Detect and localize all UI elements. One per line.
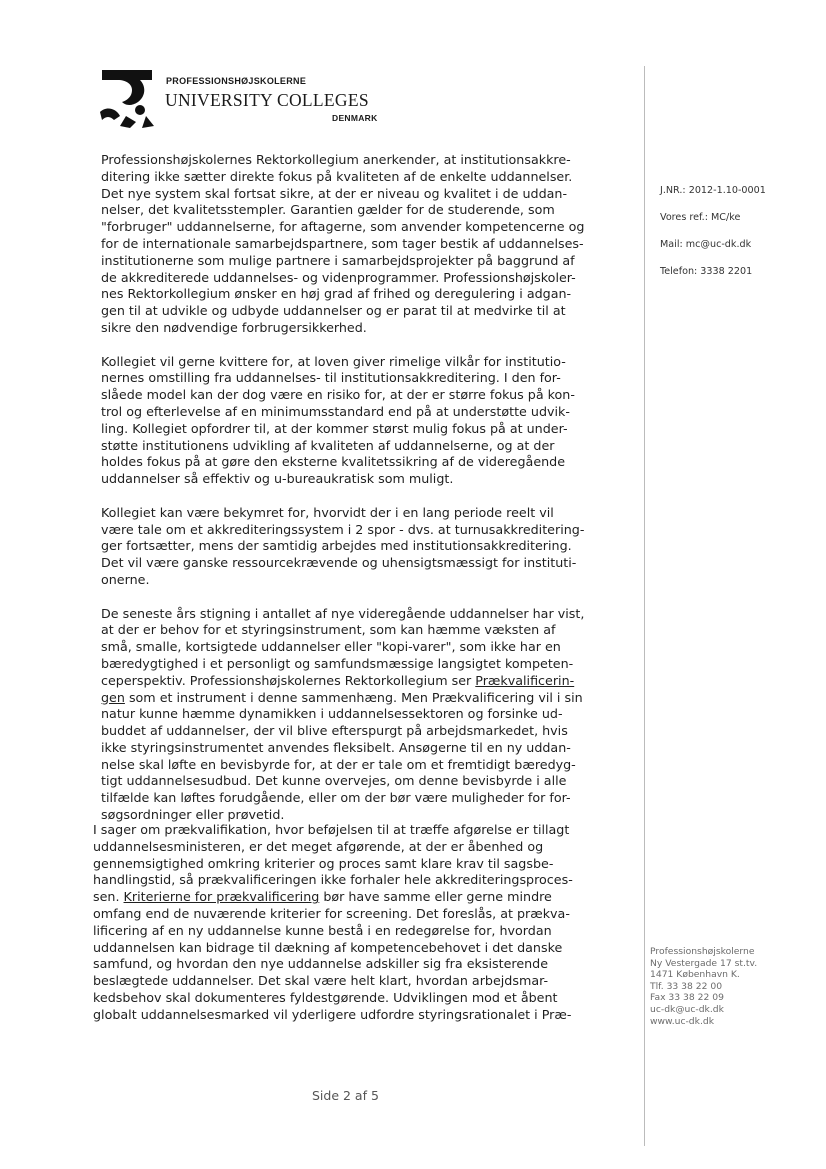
underlined-term: gen — [101, 689, 125, 705]
text-line: globalt uddannelsesmarked vil yderligere udfordre styringsrationalet i Præ- — [93, 1006, 572, 1022]
paragraph-4 — [101, 606, 584, 824]
text-line: onerne. — [101, 571, 150, 587]
address-stamp — [650, 946, 757, 1027]
text-line: nernes omstilling fra uddannelses- til institutionsakkreditering. I den for- — [101, 370, 561, 386]
text-line: at der er behov for et styringsinstrument, som kan hæmme væksten af — [101, 622, 556, 638]
text-line: ditering ikke sætter direkte fokus på kvaliteten af de enkelte uddannelser. — [101, 168, 573, 184]
text-line: gen som et instrument i denne sammenhæng. Men Prækvalificering vil i sin — [101, 689, 583, 705]
text-line: kedsbehov skal dokumenteres fyldestgørende. Udviklingen mod et åbent — [93, 989, 558, 1005]
logo-text-line3: DENMARK — [332, 113, 378, 123]
text-line: trol og efterlevelse af en minimumsstandard end på at understøtte udvik- — [101, 403, 570, 419]
text-line: institutionerne som mulige partnere i samarbejdsprojekter på baggrund af — [101, 252, 575, 268]
text-line: I sager om prækvalifikation, hvor beføjelsen til at træffe afgørelse er tillagt — [93, 822, 570, 837]
underlined-term: Kriterierne for prækvalificering — [123, 889, 320, 905]
text-line: natur kunne hæmme dynamikken i uddannelsessektoren og forsinke ud- — [101, 706, 563, 722]
text-line: buddet af uddannelser, der vil blive efterspurgt på arbejdsmarkedet, hvis — [101, 723, 568, 739]
mail-address: Mail: mc@uc-dk.dk — [660, 239, 752, 250]
paragraph-5 — [93, 822, 573, 1024]
text-line: for de internationale samarbejdspartnere, som tager bestik af uddannelses- — [101, 235, 584, 251]
text-line: De seneste års stigning i antallet af nye videregående uddannelser har vist, — [101, 605, 585, 621]
text-line: ling. Kollegiet opfordrer til, at der kommer størst mulig fokus på at under- — [101, 420, 568, 436]
text-line: Kollegiet kan være bekymret for, hvorvidt der i en lang periode reelt vil — [101, 504, 554, 520]
text-line: gennemsigtighed omkring kriterier og proces samt klare krav til sagsbe- — [93, 855, 554, 871]
logo-mark-icon — [96, 66, 158, 130]
body-text — [101, 152, 584, 841]
underlined-term: Prækvalificerin- — [475, 672, 575, 688]
text-line: ikke styringsinstrumentet anvendes fleksibelt. Ansøgerne til en ny uddan- — [101, 739, 571, 755]
text-line: Det vil være ganske ressourcekrævende og uhensigtsmæssigt for instituti- — [101, 555, 577, 571]
paragraph-2 — [101, 354, 584, 488]
our-reference: Vores ref.: MC/ke — [660, 212, 741, 223]
logo-text-line1: PROFESSIONSHØJSKOLERNE — [166, 76, 307, 86]
phone-number: Telefon: 3338 2201 — [660, 266, 753, 277]
text-line: Professionshøjskolernes Rektorkollegium anerkender, at institutionsakkre- — [101, 152, 571, 167]
text-line: slåede model kan der dog være en risiko for, at der er større fokus på kon- — [101, 387, 575, 403]
stamp-line: Professionshøjskolerne — [650, 946, 755, 957]
text-line: uddannelsen kan bidrage til dækning af kompetencebehovet i det danske — [93, 939, 563, 955]
text-line: søgsordninger eller prøvetid. — [101, 807, 285, 823]
text-line: støtte institutionens udvikling af kvaliteten af uddannelserne, og at der — [101, 437, 555, 453]
text-line: Det nye system skal fortsat sikre, at der er niveau og kvalitet i de uddan- — [101, 185, 568, 201]
text-line: små, smalle, kortsigtede uddannelser eller "kopi-varer", som ikke har en — [101, 639, 561, 655]
text-line: lificering af en ny uddannelse kunne bestå i en redegørelse for, hvordan — [93, 922, 552, 938]
text-line: tilfælde kan løftes forudgående, eller om der bør være muligheder for for- — [101, 790, 571, 806]
logo-text-line2: UNIVERSITY COLLEGES — [165, 90, 369, 110]
text-line: nes Rektorkollegium ønsker en høj grad af frihed og deregulering i adgan- — [101, 286, 572, 302]
stamp-line: Ny Vestergade 17 st.tv. — [650, 957, 758, 969]
stamp-line: www.uc-dk.dk — [650, 1015, 715, 1027]
text-line: "forbruger" uddannelserne, for aftagerne, som anvender kompetencerne og — [101, 219, 585, 235]
vertical-divider — [644, 66, 645, 1146]
text-line: sen. Kriterierne for prækvalificering bør have samme eller gerne mindre — [93, 889, 552, 905]
text-line: uddannelsesministeren, er det meget afgørende, at der er åbenhed og — [93, 838, 544, 854]
text-line: uddannelser så effektiv og u-bureaukratisk som muligt. — [101, 471, 454, 487]
text-line: ger fortsætter, mens der samtidig arbejdes med institutionsakkreditering. — [101, 538, 572, 554]
page-number: Side 2 af 5 — [312, 1088, 379, 1103]
text-line: tigt uddannelsesudbud. Det kunne overvejes, om denne bevisbyrde i alle — [101, 773, 567, 789]
text-line: handlingstid, så prækvalificeringen ikke forhaler hele akkrediteringsproces- — [93, 872, 573, 888]
body-text-continued — [93, 822, 573, 1040]
text-line: nelser, det kvalitetsstempler. Garantien gælder for de studerende, som — [101, 202, 555, 218]
text-line: beslægtede uddannelser. Det skal være helt klart, hvordan arbejdsmar- — [93, 973, 549, 989]
text-line: ceperspektiv. Professionshøjskolernes Rektorkollegium ser Prækvalificerin- — [101, 672, 575, 688]
paragraph-1 — [101, 152, 584, 337]
reference-block — [660, 184, 766, 292]
text-line: være tale om et akkrediteringssystem i 2 spor - dvs. at turnusakkreditering- — [101, 521, 585, 537]
stamp-line: 1471 København K. — [650, 969, 740, 981]
stamp-line: Tlf. 33 38 22 00 — [650, 980, 723, 992]
text-line: omfang end de nuværende kriterier for screening. Det foreslås, at prækva- — [93, 905, 570, 921]
stamp-line: Fax 33 38 22 09 — [650, 992, 724, 1004]
text-line: Kollegiet vil gerne kvittere for, at loven giver rimelige vilkår for institutio- — [101, 353, 566, 369]
text-line: de akkrediterede uddannelses- og videnprogrammer. Professionshøjskoler- — [101, 269, 576, 285]
paragraph-3 — [101, 505, 584, 589]
text-line: gen til at udvikle og udbyde uddannelser og er parat til at medvirke til at — [101, 303, 566, 319]
stamp-line: uc-dk@uc-dk.dk — [650, 1003, 724, 1015]
text-line: samfund, og hvordan den nye uddannelse adskiller sig fra eksisterende — [93, 956, 549, 972]
logo — [96, 66, 416, 132]
text-line: holdes fokus på at gøre den eksterne kvalitetssikring af de videregående — [101, 454, 566, 470]
text-line: bæredygtighed i et personligt og samfundsmæssige langsigtet kompeten- — [101, 655, 574, 671]
journal-number: J.NR.: 2012-1.10-0001 — [660, 185, 766, 196]
text-line: nelse skal løfte en bevisbyrde for, at der er tale om et fremtidigt bæredyg- — [101, 756, 576, 772]
text-line: sikre den nødvendige forbrugersikkerhed. — [101, 319, 367, 335]
